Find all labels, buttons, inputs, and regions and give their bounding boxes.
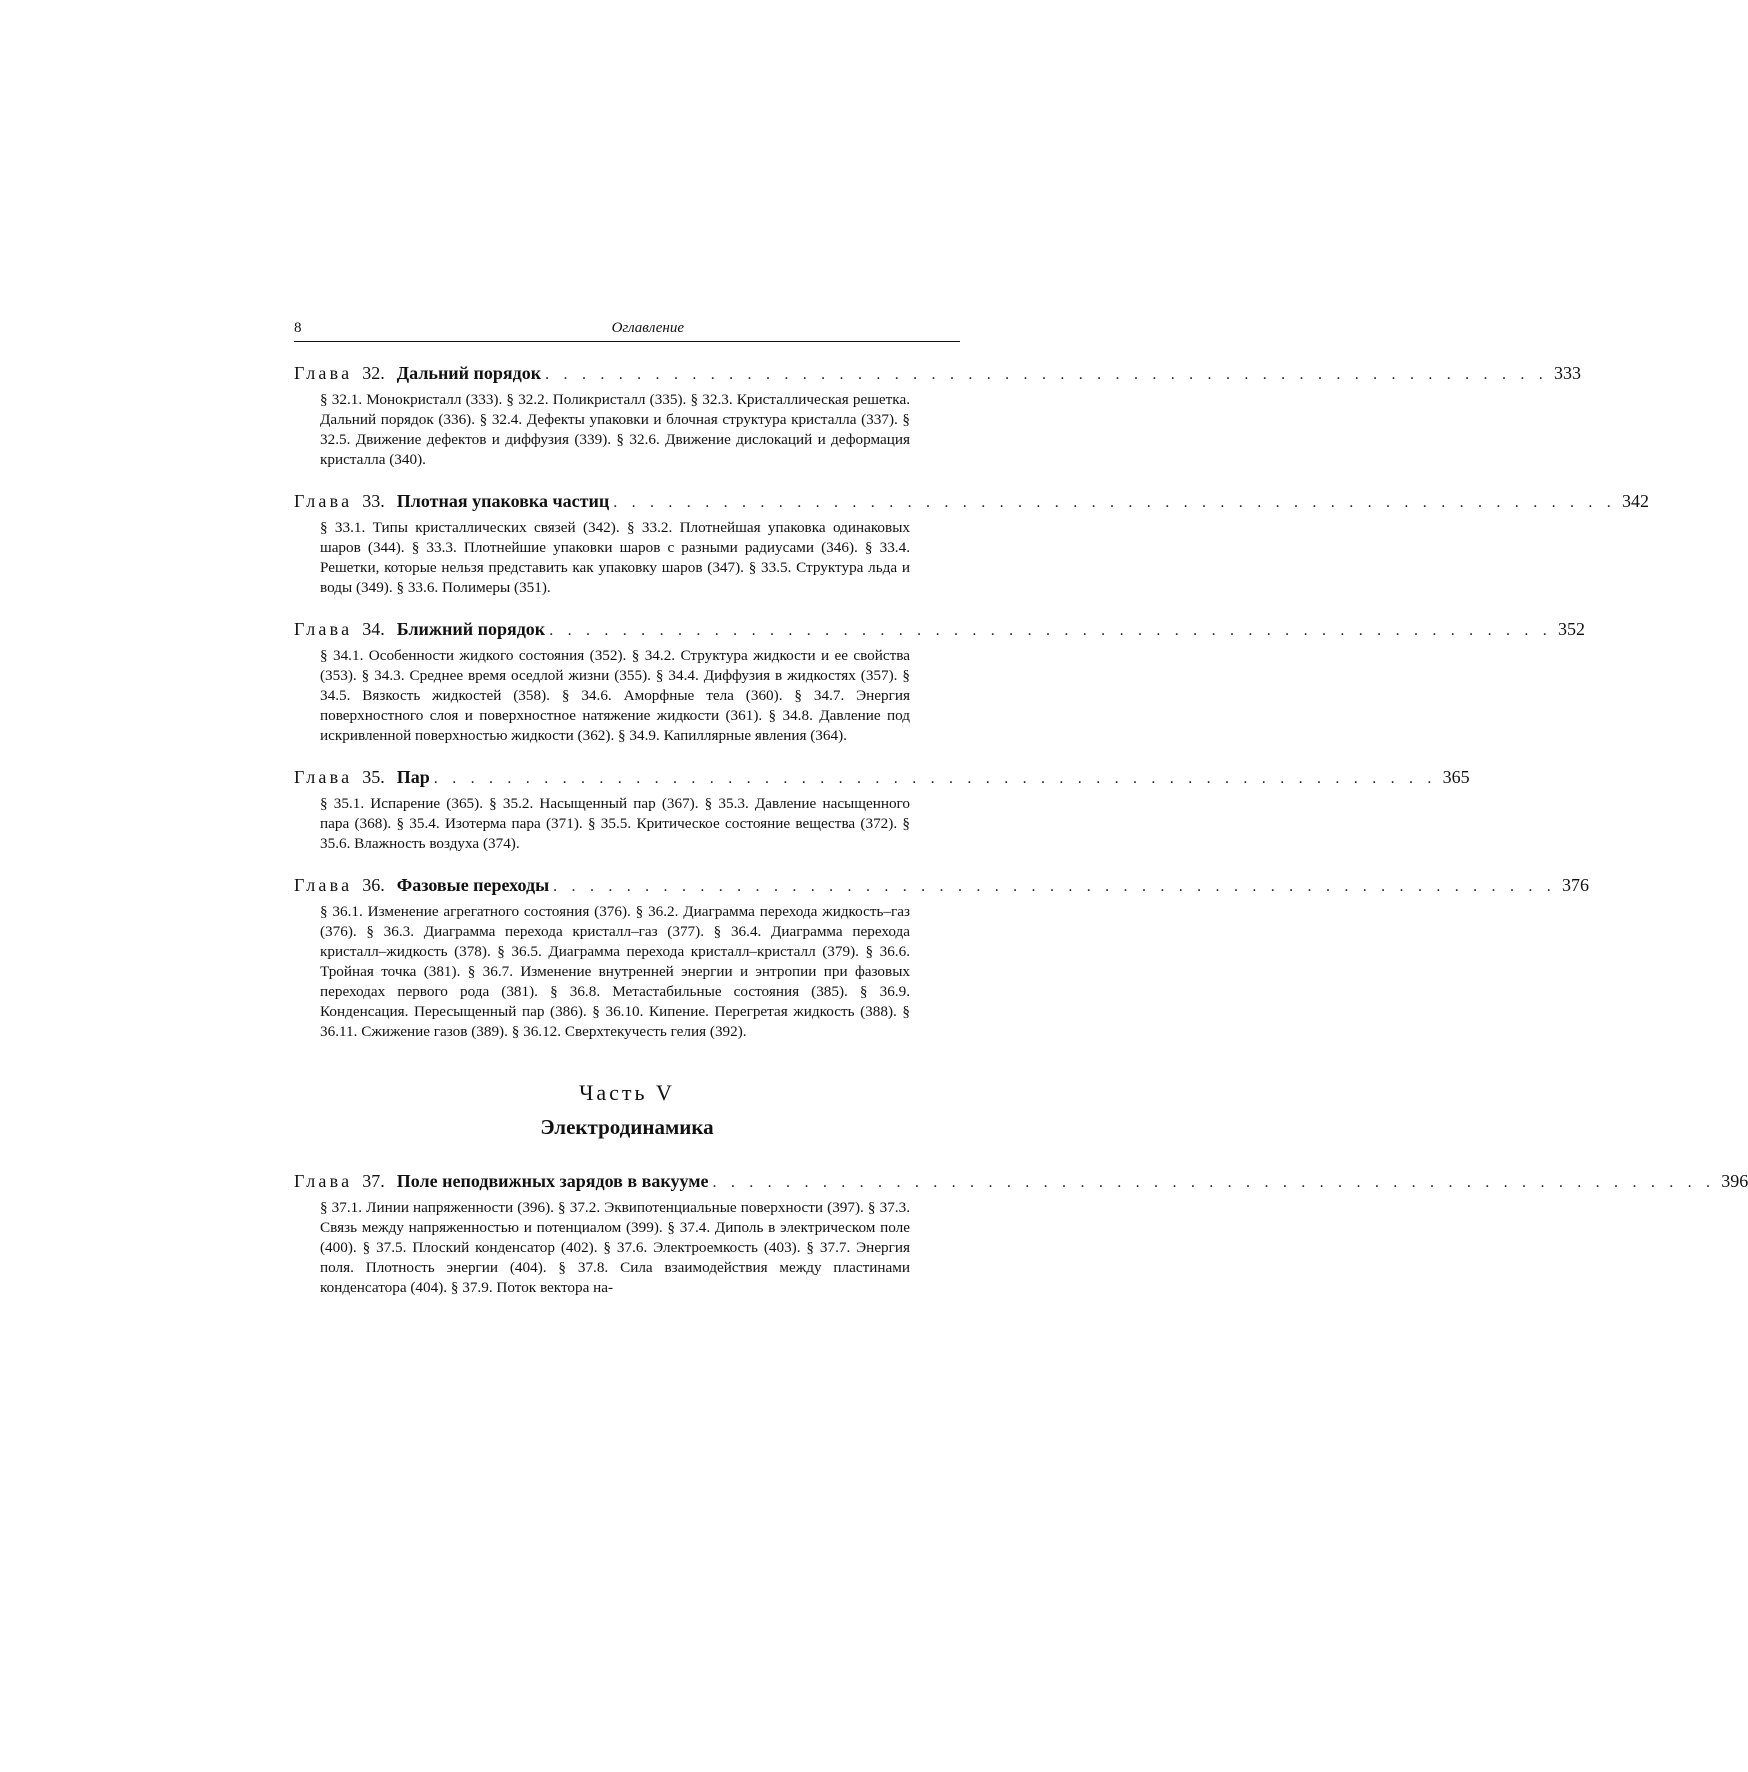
chapter-number: 37. <box>362 1171 385 1191</box>
chapter-heading[interactable] <box>294 618 1585 642</box>
chapter-word: Глава <box>294 363 353 383</box>
chapter-sections: § 36.1. Изменение агрегатного состояния (376). § 36.2. Диаграмма перехода жидкость–газ (376). § 36.3. Диаграмма перехода кристалл–газ (377). § 36.4. Диаграмма перехода кристалл–жидкость (378). § 36.5. Диаграмма перехода кристалл–кристалл (379). § 36.6. Тройная точка (381). § 36.7. Изменение внутренней энергии и энтропии при фазовых переходах первого рода (381). § 36.8. Метастабильные состояния (385). § 36.9. Конденсация. Пересыщенный пар (386). § 36.10. Кипение. Перегретая жидкость (388). § 36.11. Сжижение газов (389). § 36.12. Сверхтекучесть гелия (392). <box>320 903 910 1040</box>
chapter-page: 396 <box>1721 1171 1748 1191</box>
chapter-heading[interactable] <box>294 1170 1748 1194</box>
page-number: 8 <box>294 320 302 336</box>
chapter-number: 34. <box>362 619 385 639</box>
chapter-33[interactable] <box>294 490 1650 598</box>
leader-dots: . . . . . . . . . . . . . . . . . . . . . . . . . . . . . . . . . . . . . . . . . . . . . . . . . . . . . . . <box>433 770 1437 787</box>
leader-dots: . . . . . . . . . . . . . . . . . . . . . . . . . . . . . . . . . . . . . . . . . . . . . . . . . . . . . . . <box>613 494 1617 511</box>
leader-dots: . . . . . . . . . . . . . . . . . . . . . . . . . . . . . . . . . . . . . . . . . . . . . . . . . . . . . . . <box>549 622 1552 639</box>
chapter-word: Глава <box>294 619 353 639</box>
leader-dots: . . . . . . . . . . . . . . . . . . . . . . . . . . . . . . . . . . . . . . . . . . . . . . . . . . . . . . . <box>545 366 1548 383</box>
chapter-sections: § 34.1. Особенности жидкого состояния (352). § 34.2. Структура жидкости и ее свойства (353). § 34.3. Среднее время оседлой жизни (355). § 34.4. Диффузия в жидкостях (357). § 34.5. Вязкость жидкостей (358). § 34.6. Аморфные тела (360). § 34.7. Энергия поверхностного слоя и поверхностное натяжение жидкости (361). § 34.8. Давление под искривленной поверхностью жидкости (362). § 34.9. Капиллярные явления (364). <box>320 647 910 744</box>
chapter-page: 365 <box>1442 767 1470 787</box>
chapter-page: 376 <box>1561 875 1589 895</box>
chapter-title[interactable]: Ближний порядок <box>396 619 546 639</box>
chapter-sections: § 32.1. Монокристалл (333). § 32.2. Поликристалл (335). § 32.3. Кристаллическая решетка. Дальний порядок (336). § 32.4. Дефекты упаковки и блочная структура кристалла (337). § 32.5. Движение дефектов и диффузия (339). § 32.6. Движение дислокаций и деформация кристалла (340). <box>320 391 910 468</box>
chapter-sections: § 37.1. Линии напряженности (396). § 37.2. Эквипотенциальные поверхности (397). § 37.3. Связь между напряженностью и потенциалом (399). § 37.4. Диполь в электрическом поле (400). § 37.5. Плоский конденсатор (402). § 37.6. Электроемкость (403). § 37.7. Энергия поля. Плотность энергии (404). § 37.8. Сила взаимодействия между пластинами конденсатора (404). § 37.9. Поток вектора на- <box>320 1199 910 1296</box>
chapter-title[interactable]: Пар <box>396 767 430 787</box>
chapter-number: 35. <box>362 767 385 787</box>
chapter-word: Глава <box>294 491 353 511</box>
toc-page <box>294 320 1748 1298</box>
chapter-word: Глава <box>294 1171 353 1191</box>
running-head <box>294 320 960 342</box>
chapter-35[interactable] <box>294 766 1470 854</box>
chapter-34[interactable] <box>294 618 1585 746</box>
chapter-37[interactable] <box>294 1170 1748 1298</box>
chapter-title[interactable]: Фазовые переходы <box>396 875 550 895</box>
chapter-title[interactable]: Дальний порядок <box>396 363 542 383</box>
chapter-number: 33. <box>362 491 385 511</box>
chapter-sections: § 33.1. Типы кристаллических связей (342). § 33.2. Плотнейшая упаковка одинаковых шаров (344). § 33.3. Плотнейшие упаковки шаров с разными радиусами (346). § 33.4. Решетки, которые нельзя представить как упаковку шаров (347). § 33.5. Структура льда и воды (349). § 33.6. Полимеры (351). <box>320 519 910 596</box>
chapter-heading[interactable] <box>294 766 1470 790</box>
chapter-page: 333 <box>1553 363 1581 383</box>
chapter-sections: § 35.1. Испарение (365). § 35.2. Насыщенный пар (367). § 35.3. Давление насыщенного пара (368). § 35.4. Изотерма пара (371). § 35.5. Критическое состояние вещества (372). § 35.6. Влажность воздуха (374). <box>320 795 910 852</box>
leader-dots: . . . . . . . . . . . . . . . . . . . . . . . . . . . . . . . . . . . . . . . . . . . . . . . . . . . . . . . <box>553 878 1556 895</box>
part-label: Часть V <box>579 1080 675 1105</box>
leader-dots: . . . . . . . . . . . . . . . . . . . . . . . . . . . . . . . . . . . . . . . . . . . . . . . . . . . . . . . <box>712 1174 1716 1191</box>
chapter-number: 32. <box>362 363 385 383</box>
chapter-title[interactable]: Поле неподвижных зарядов в вакууме <box>396 1171 709 1191</box>
part-heading <box>294 1078 960 1142</box>
chapter-36[interactable] <box>294 874 1589 1042</box>
part-title: Электродинамика <box>540 1115 714 1139</box>
chapter-heading[interactable] <box>294 362 1581 386</box>
chapter-page: 342 <box>1622 491 1650 511</box>
chapter-word: Глава <box>294 767 353 787</box>
chapter-page: 352 <box>1558 619 1585 639</box>
chapter-word: Глава <box>294 875 353 895</box>
chapter-32[interactable] <box>294 362 1581 470</box>
running-head-title: Оглавление <box>611 320 684 336</box>
chapter-heading[interactable] <box>294 490 1650 514</box>
chapter-title[interactable]: Плотная упаковка частиц <box>396 491 610 511</box>
chapter-number: 36. <box>362 875 385 895</box>
chapter-heading[interactable] <box>294 874 1589 898</box>
